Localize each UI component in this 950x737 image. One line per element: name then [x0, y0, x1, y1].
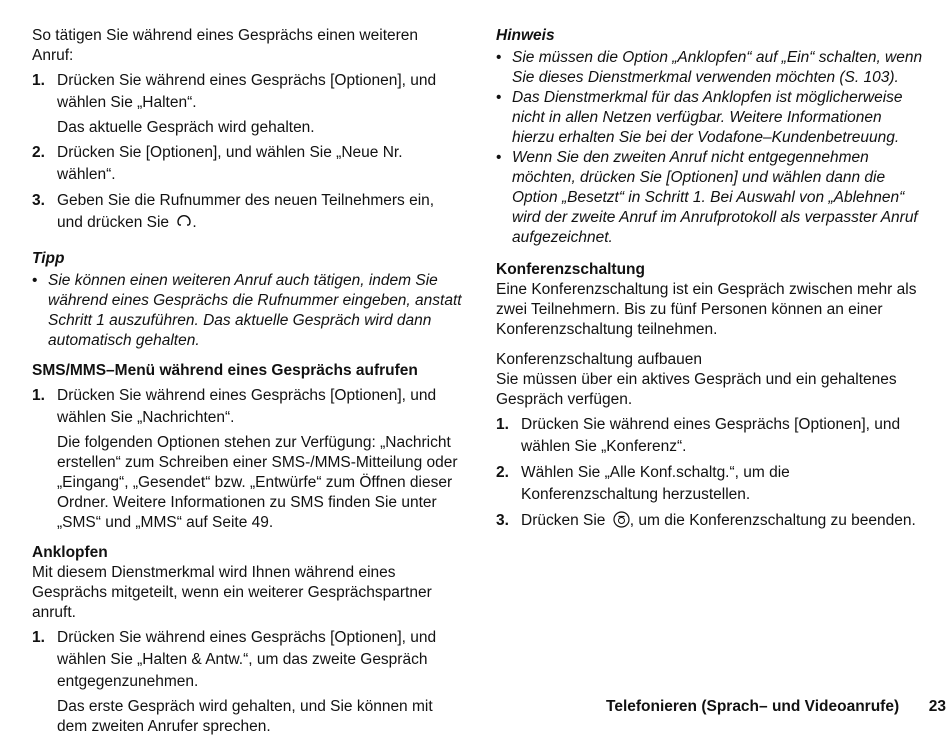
tip-item: • Sie können einen weiteren Anruf auch tätigen, indem Sie während eines Gesprächs die Rufnummer eingeben, anstatt Schritt 1 auszuführen. Das aktuelle Gespräch wird dann automatisch gehalten. — [32, 272, 462, 349]
step-text: Wählen Sie „Alle Konf.schaltg.“, um die Konferenzschaltung herzustellen. — [521, 464, 790, 503]
step-text: Drücken Sie — [521, 512, 606, 529]
step-3-dial — [32, 190, 462, 237]
step-number: 3. — [496, 512, 509, 529]
step-number: 2. — [32, 144, 45, 161]
hint-title: Hinweis — [496, 27, 555, 44]
footer-section-title: Telefonieren (Sprach– und Videoanrufe) — [606, 698, 900, 715]
anklopfen-step-1 — [32, 627, 462, 693]
step-number: 1. — [496, 416, 509, 433]
end-key-icon — [613, 511, 630, 535]
step-number: 2. — [496, 464, 509, 481]
step-number: 1. — [32, 72, 45, 89]
step-note: Die folgenden Optionen stehen zur Verfügung: „Nachricht erstellen“ zum Schreiben einer SMS-/MMS-Mitteilung oder „Eingang“, „Gesendet“ bzw. „Entwürfe“ zum Öffnen dieser Ordner. Weitere Informationen zu SMS finden Sie unter „SMS“ und „MMS“ auf Seite 49. — [57, 434, 458, 531]
page-number: 23 — [928, 698, 946, 715]
konferenz-step-2 — [496, 462, 926, 506]
step-text: Drücken Sie während eines Gesprächs [Optionen], und wählen Sie „Konferenz“. — [521, 416, 901, 455]
right-column — [496, 26, 926, 535]
step-text: Drücken Sie [Optionen], und wählen Sie „Neue Nr. wählen“. — [57, 144, 403, 183]
step-1-hold — [32, 70, 462, 114]
konferenz-step-1 — [496, 414, 926, 458]
intro-text: So tätigen Sie während eines Gesprächs einen weiteren Anruf: — [32, 27, 419, 64]
step-text: Geben Sie die Rufnummer des neuen Teilnehmers ein, und drücken Sie — [57, 192, 435, 231]
step-2-new-number — [32, 142, 462, 186]
step-text-suffix: , um die Konferenzschaltung zu beenden. — [629, 512, 916, 529]
tip-list — [32, 271, 462, 351]
step-number: 1. — [32, 629, 45, 646]
anklopfen-heading: Anklopfen — [32, 544, 108, 561]
step-text: Drücken Sie während eines Gesprächs [Optionen], und wählen Sie „Nachrichten“. — [57, 387, 437, 426]
hint-item: • Das Dienstmerkmal für das Anklopfen ist möglicherweise nicht in allen Netzen verfügbar. Weitere Informationen hierzu erhalten Sie bei der Vodafone–Kundenbetreuung. — [496, 89, 903, 146]
step-note: Das aktuelle Gespräch wird gehalten. — [57, 119, 315, 136]
konferenz-heading: Konferenzschaltung — [496, 261, 645, 278]
left-column — [32, 26, 462, 737]
hint-list — [496, 48, 926, 248]
step-text: Drücken Sie während eines Gesprächs [Optionen], und wählen Sie „Halten“. — [57, 72, 437, 111]
period: . — [192, 214, 197, 231]
step-number: 1. — [32, 387, 45, 404]
konferenz-text: Eine Konferenzschaltung ist ein Gespräch zwischen mehr als zwei Teilnehmern. Bis zu fünf Personen können an einer Konferenzschaltung teilnehmen. — [496, 281, 917, 338]
step-note: Das erste Gespräch wird gehalten, und Sie können mit dem zweiten Anrufer sprechen. — [57, 698, 433, 735]
konferenz-step-3 — [496, 510, 926, 535]
sms-step-1 — [32, 385, 462, 429]
step-text: Drücken Sie während eines Gesprächs [Optionen], und wählen Sie „Halten & Antw.“, um das zweite Gespräch entgegenzunehmen. — [57, 629, 437, 690]
send-key-icon — [176, 214, 192, 237]
aufbauen-title: Konferenzschaltung aufbauen — [496, 351, 702, 368]
step-number: 3. — [32, 192, 45, 209]
anklopfen-text: Mit diesem Dienstmerkmal wird Ihnen während eines Gesprächs mitgeteilt, wenn ein weiterer Gesprächspartner anruft. — [32, 564, 432, 621]
tip-title: Tipp — [32, 250, 65, 267]
aufbauen-text: Sie müssen über ein aktives Gespräch und ein gehaltenes Gespräch verfügen. — [496, 371, 897, 408]
hint-item: • Sie müssen die Option „Anklopfen“ auf „Ein“ schalten, wenn Sie dieses Dienstmerkmal verwenden möchten (S. 103). — [496, 49, 923, 86]
hint-item: • Wenn Sie den zweiten Anruf nicht entgegennehmen möchten, drücken Sie [Optionen] und wählen dann die Option „Besetzt“ in Schritt 1. Bei Auswahl von „Ablehnen“ wird der zweite Anruf im Anrufprotokoll als verpasster Anruf aufgezeichnet. — [496, 149, 918, 246]
sms-heading: SMS/MMS–Menü während eines Gesprächs aufrufen — [32, 362, 418, 379]
